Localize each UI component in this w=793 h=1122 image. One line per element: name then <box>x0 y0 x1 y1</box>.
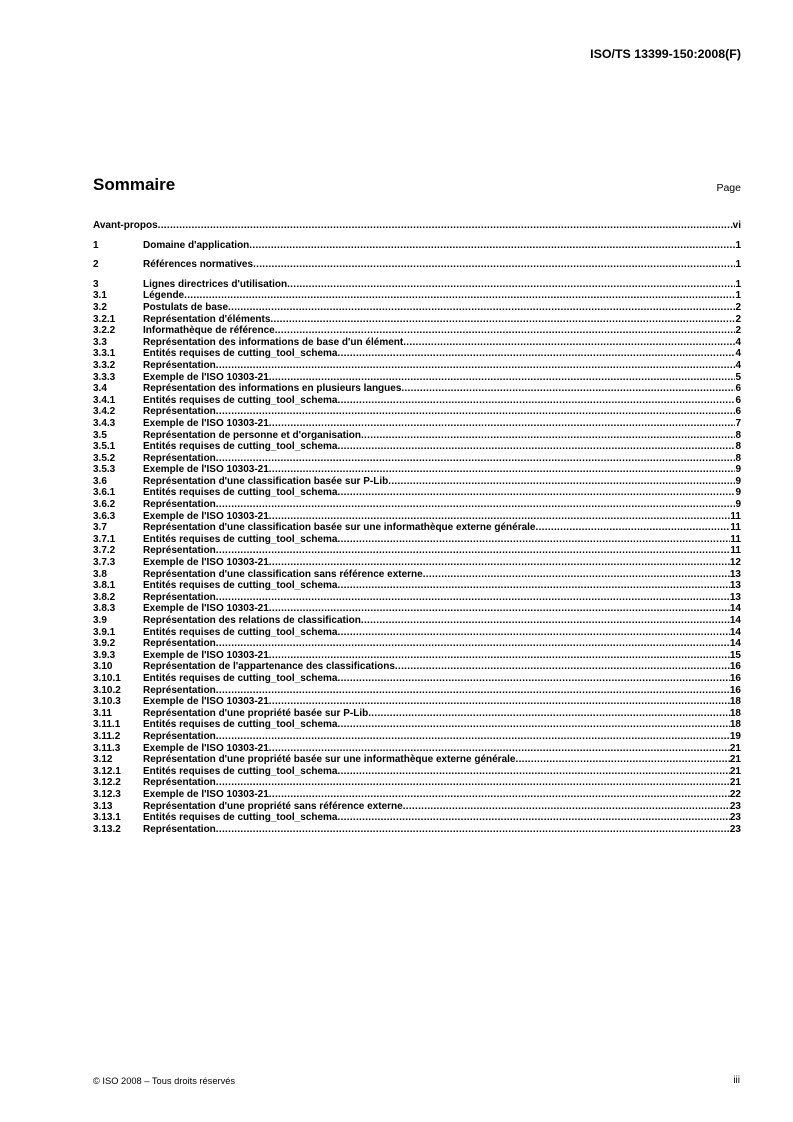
toc-entry-title: Entités requises de cutting_tool_schema <box>143 672 338 684</box>
toc-entry-page: 6 <box>735 406 741 418</box>
toc-entry-leader <box>216 777 730 789</box>
toc-entry[interactable] <box>93 240 741 252</box>
toc-entry-title: Exemple de l'ISO 10303-21 <box>143 788 269 800</box>
toc-entry-page: 4 <box>735 359 741 371</box>
toc-entry-title: Informathèque de référence <box>143 325 275 337</box>
toc-entry-title: Exemple de l'ISO 10303-21 <box>143 742 269 754</box>
toc-entry-leader <box>338 395 736 407</box>
footer-copyright: © ISO 2008 – Tous droits réservés <box>93 1076 236 1086</box>
toc-entry[interactable] <box>93 383 741 395</box>
toc-entry-number: 3.9.3 <box>93 649 116 661</box>
toc-entry-title: Références normatives <box>143 259 254 271</box>
toc-entry-leader <box>216 499 736 511</box>
toc-entry-leader <box>216 360 736 372</box>
toc-entry-page: 14 <box>729 638 741 650</box>
toc-entry-leader <box>216 545 731 557</box>
toc-entry-page: 9 <box>735 499 741 511</box>
toc-entry-leader <box>423 569 730 581</box>
toc-entry-leader <box>253 259 735 271</box>
toc-entry[interactable] <box>93 441 741 453</box>
toc-entry-number: 3.3.2 <box>93 359 116 371</box>
toc-entry-number: 3.3.3 <box>93 371 116 383</box>
toc-entry-title: Représentation d'une classification sans référence externe <box>143 568 423 580</box>
toc-entry-title: Représentation de l'appartenance des classifications <box>143 661 395 673</box>
toc-entry-title: Représentation <box>143 823 216 835</box>
toc-entry-title: Postulats de base <box>143 301 229 313</box>
toc-entry-page: 9 <box>735 487 741 499</box>
toc-entry-title: Exemple de l'ISO 10303-21 <box>143 510 269 522</box>
toc-entry-title: Représentation d'une propriété sans référence externe <box>143 800 403 812</box>
toc-entry-number: 3.12.3 <box>93 788 121 800</box>
toc-entry-number: 3.8.1 <box>93 580 116 592</box>
toc-entry-leader <box>269 743 730 755</box>
toc-entry-number: 3.2 <box>93 301 107 313</box>
toc-entry[interactable] <box>93 812 741 824</box>
toc-entry-title: Représentation <box>143 452 216 464</box>
toc-entry[interactable] <box>93 673 741 685</box>
toc-entry-number: 3.10 <box>93 661 113 673</box>
toc-entry-title: Exemple de l'ISO 10303-21 <box>143 464 269 476</box>
toc-entry-leader <box>184 290 735 302</box>
toc-entry[interactable] <box>93 545 741 557</box>
toc-entry-number: 3.4.2 <box>93 406 116 418</box>
toc-entry-page: 18 <box>729 707 741 719</box>
toc-entry[interactable] <box>93 499 741 511</box>
toc-entry[interactable] <box>93 696 741 708</box>
toc-entry[interactable] <box>93 569 741 581</box>
toc-entry-number: 3.9.2 <box>93 638 116 650</box>
toc-entry-leader <box>216 638 730 650</box>
toc-entry-number: 3.13.2 <box>93 823 121 835</box>
toc-entry-title: Exemple de l'ISO 10303-21 <box>143 371 269 383</box>
footer-page-number: iii <box>733 1075 740 1086</box>
toc-entry-leader <box>269 418 736 430</box>
toc-entry-page: 23 <box>729 812 741 824</box>
toc-entry-number: 3.7.3 <box>93 557 116 569</box>
toc-entry[interactable] <box>93 290 741 302</box>
toc-entry-leader <box>536 522 731 534</box>
toc-entry-number: 3 <box>93 278 99 290</box>
toc-entry-title: Représentation <box>143 359 216 371</box>
toc-entry[interactable] <box>93 824 741 836</box>
toc-entry-leader <box>269 650 730 662</box>
toc-entry-title: Représentation des informations en plusieurs langues <box>143 383 402 395</box>
toc-entry-page: 21 <box>729 777 741 789</box>
toc-entry[interactable] <box>93 487 741 499</box>
toc-entry[interactable] <box>93 534 741 546</box>
toc-entry[interactable] <box>93 395 741 407</box>
toc-entry[interactable] <box>93 259 741 271</box>
toc-entry-page: 16 <box>729 661 741 673</box>
toc-entry-leader <box>338 487 736 499</box>
toc-entry-number: 3.2.2 <box>93 325 116 337</box>
toc-entry-number: 3.9.1 <box>93 626 116 638</box>
toc-entry-page: 5 <box>735 371 741 383</box>
document-id: ISO/TS 13399-150:2008(F) <box>590 47 741 61</box>
toc-entry-page: 22 <box>729 788 741 800</box>
toc-entry[interactable] <box>93 754 741 766</box>
toc-entry-number: 3.11 <box>93 707 112 719</box>
toc-entry[interactable] <box>93 348 741 360</box>
toc-entry-page: 4 <box>735 348 741 360</box>
toc-entry-page: 9 <box>735 475 741 487</box>
toc-entry-leader <box>338 719 730 731</box>
toc-entry-page: 19 <box>729 730 741 742</box>
toc-entry-number: 3.13.1 <box>93 812 121 824</box>
toc-entry-page: 21 <box>729 742 741 754</box>
toc-entry-leader <box>269 557 730 569</box>
toc-entry-leader <box>216 406 736 418</box>
toc-entry-leader <box>338 673 730 685</box>
toc-entry-title: Représentation <box>143 499 216 511</box>
toc-entry-number: 3.8.3 <box>93 603 116 615</box>
toc-entry-leader <box>368 708 730 720</box>
toc-entry-leader <box>403 337 735 349</box>
toc-entry-number: 3.7.1 <box>93 533 116 545</box>
toc-entry-title: Exemple de l'ISO 10303-21 <box>143 649 269 661</box>
toc-entry-title: Entités requises de cutting_tool_schema <box>143 626 338 638</box>
toc-entry-leader <box>338 766 730 778</box>
toc-entry-number: 3.5.1 <box>93 441 116 453</box>
toc-entry-title: Lignes directrices d'utilisation <box>143 278 288 290</box>
toc-entry[interactable] <box>93 430 741 442</box>
toc-entry[interactable] <box>93 557 741 569</box>
toc-entry-leader <box>216 685 730 697</box>
toc-entry-leader <box>269 696 730 708</box>
toc-entry-number: 3.12.2 <box>93 777 121 789</box>
toc-entry-leader <box>287 279 735 291</box>
toc-entry-leader <box>269 464 736 476</box>
toc-entry-title: Représentation <box>143 638 216 650</box>
toc-entry[interactable] <box>93 360 741 372</box>
toc-entry-page: 12 <box>729 557 741 569</box>
toc-entry-page: 9 <box>735 464 741 476</box>
toc-entry-page: vi <box>732 220 741 231</box>
toc-entry-number: 3.5.3 <box>93 464 116 476</box>
toc-entry-title: Représentation des relations de classification <box>143 615 361 626</box>
toc-entry-number: 3.5 <box>93 429 107 441</box>
toc-entry-title: Entités requises de cutting_tool_schema <box>143 394 338 406</box>
toc-entry[interactable] <box>93 766 741 778</box>
toc-entry-page: 6 <box>735 383 741 395</box>
toc-entry[interactable] <box>93 464 741 476</box>
toc-entry-title: Représentation <box>143 406 216 418</box>
toc-entry-page: 18 <box>729 719 741 731</box>
toc-entry-leader <box>275 325 736 337</box>
toc-entry-title: Entités requises de cutting_tool_schema <box>143 533 338 545</box>
toc-entry-leader <box>338 348 736 360</box>
toc-entry-number: 3.7 <box>93 522 107 534</box>
toc-entry-leader <box>515 754 729 766</box>
toc-entry-title: Exemple de l'ISO 10303-21 <box>143 603 269 615</box>
toc-entry[interactable] <box>93 580 741 592</box>
toc-entry-title: Représentation <box>143 730 216 742</box>
toc-entry-leader <box>338 627 730 639</box>
toc-entry-page: 11 <box>730 533 741 545</box>
toc-entry-number: 3.3.1 <box>93 348 116 360</box>
toc-entry-leader <box>216 592 730 604</box>
toc-entry-page: 11 <box>730 522 741 534</box>
toc-entry-leader <box>395 661 730 673</box>
toc-entry-title: Exemple de l'ISO 10303-21 <box>143 557 269 569</box>
toc-entry[interactable] <box>93 627 741 639</box>
toc-entry-page: 2 <box>735 301 741 313</box>
toc-entry-number: 3.13 <box>93 800 113 812</box>
toc-entry[interactable] <box>93 406 741 418</box>
toc-entry-page: 1 <box>735 290 741 302</box>
toc-entry-number: 3.8.2 <box>93 591 116 603</box>
toc-entry-page: 14 <box>729 603 741 615</box>
toc-entry[interactable] <box>93 650 741 662</box>
toc-entry-number: 3.6.2 <box>93 499 116 511</box>
toc-entry-page: 13 <box>729 591 741 603</box>
toc-entry-number: 3.4 <box>93 383 107 395</box>
toc-entry-page: 8 <box>735 441 741 453</box>
toc-entry[interactable] <box>93 731 741 743</box>
page-column-label: Page <box>716 182 741 194</box>
toc-entry-number: 3.6 <box>93 475 107 487</box>
toc-entry-leader <box>216 453 736 465</box>
toc-entry[interactable] <box>93 789 741 801</box>
toc-entry-number: 3.10.3 <box>93 696 121 708</box>
toc-entry[interactable] <box>93 708 741 720</box>
toc-entry[interactable] <box>93 302 741 314</box>
toc-entry-title: Domaine d'application <box>143 239 250 251</box>
toc-entry-number: 3.6.3 <box>93 510 116 522</box>
toc-entry-leader <box>388 476 735 488</box>
toc-entry-leader <box>338 812 730 824</box>
toc-entry-number: 3.11.1 <box>93 719 121 731</box>
toc-entry-number: 1 <box>93 239 99 251</box>
toc-entry-title: Entités requises de cutting_tool_schema <box>143 348 338 360</box>
toc-entry-leader <box>338 580 730 592</box>
toc-entry-page: 21 <box>729 765 741 777</box>
toc-entry-leader <box>361 615 730 627</box>
toc-entry-page: 2 <box>735 325 741 337</box>
toc-entry-title: Représentation d'une classification basée sur P-Lib <box>143 475 389 487</box>
toc-entry[interactable] <box>93 615 741 627</box>
toc-entry-number: 2 <box>93 259 99 271</box>
toc-entry-leader <box>361 430 735 442</box>
toc-entry-page: 11 <box>730 545 741 557</box>
toc-entry[interactable] <box>93 279 741 291</box>
toc-entry-title: Représentation des informations de base d'un élément <box>143 336 404 348</box>
toc-entry-page: 21 <box>729 754 741 766</box>
toc-entry-page: 6 <box>735 394 741 406</box>
toc-entry-page: 18 <box>729 696 741 708</box>
toc-entry-number: 3.11.2 <box>93 730 121 742</box>
toc-entry-number: 3.10.2 <box>93 684 121 696</box>
table-of-contents <box>93 220 741 835</box>
toc-entry-page: 4 <box>735 336 741 348</box>
toc-entry-number: 3.8 <box>93 568 107 580</box>
toc-entry-leader <box>403 801 730 813</box>
toc-entry-number: 3.12.1 <box>93 765 121 777</box>
toc-entry-page: 23 <box>729 823 741 835</box>
toc-entry-title: Représentation d'éléments <box>143 313 271 325</box>
toc-entry-leader <box>270 314 735 326</box>
toc-entry-page: 1 <box>735 278 741 290</box>
toc-entry-page: 11 <box>730 510 741 522</box>
toc-entry[interactable] <box>93 453 741 465</box>
toc-entry-page: 2 <box>735 313 741 325</box>
toc-entry-page: 8 <box>735 429 741 441</box>
toc-entry[interactable] <box>93 661 741 673</box>
toc-entry[interactable] <box>93 220 741 232</box>
toc-entry-title: Représentation de personne et d'organisation <box>143 429 361 441</box>
toc-entry[interactable] <box>93 418 741 430</box>
toc-entry-leader <box>158 220 733 232</box>
toc-entry-number: 3.4.3 <box>93 417 116 429</box>
toc-entry-title: Entités requises de cutting_tool_schema <box>143 580 338 592</box>
toc-entry[interactable] <box>93 325 741 337</box>
toc-entry-number: 3.3 <box>93 336 107 348</box>
toc-entry-page: 13 <box>729 568 741 580</box>
toc-entry-number: 3.6.1 <box>93 487 116 499</box>
toc-entry-title: Entités requises de cutting_tool_schema <box>143 812 338 824</box>
toc-entry[interactable] <box>93 638 741 650</box>
toc-entry-page: 23 <box>729 800 741 812</box>
toc-entry-leader <box>269 511 731 523</box>
toc-entry-title: Représentation <box>143 591 216 603</box>
toc-entry-title: Entités requises de cutting_tool_schema <box>143 487 338 499</box>
toc-entry-leader <box>249 240 735 252</box>
toc-entry-title: Avant-propos <box>93 220 158 231</box>
toc-entry-title: Exemple de l'ISO 10303-21 <box>143 417 269 429</box>
toc-entry-leader <box>401 383 735 395</box>
toc-entry-leader <box>338 534 731 546</box>
toc-entry[interactable] <box>93 777 741 789</box>
toc-entry[interactable] <box>93 801 741 813</box>
toc-entry-title: Représentation <box>143 684 216 696</box>
toc-entry-page: 1 <box>735 259 741 271</box>
toc-entry-page: 1 <box>735 239 741 251</box>
toc-entry-page: 8 <box>735 452 741 464</box>
toc-entry-number: 3.12 <box>93 754 113 766</box>
toc-entry-title: Représentation d'une propriété basée sur P-Lib <box>143 707 369 719</box>
toc-entry-number: 3.10.1 <box>93 672 121 684</box>
toc-entry-leader <box>269 372 736 384</box>
toc-entry-title: Entités requises de cutting_tool_schema <box>143 441 338 453</box>
toc-entry-number: 3.7.2 <box>93 545 116 557</box>
toc-entry-title: Représentation <box>143 777 216 789</box>
toc-entry-title: Représentation d'une classification basée sur une informathèque externe générale <box>143 522 536 534</box>
toc-entry-leader <box>338 441 736 453</box>
toc-entry[interactable] <box>93 685 741 697</box>
toc-entry[interactable] <box>93 522 741 534</box>
toc-entry-page: 16 <box>729 684 741 696</box>
toc-entry[interactable] <box>93 314 741 326</box>
toc-title: Sommaire <box>93 175 176 194</box>
toc-entry-page: 15 <box>729 649 741 661</box>
toc-entry-number: 3.11.3 <box>93 742 121 754</box>
toc-entry[interactable] <box>93 603 741 615</box>
toc-entry-page: 13 <box>729 580 741 592</box>
toc-entry[interactable] <box>93 719 741 731</box>
toc-entry-leader <box>269 603 730 615</box>
toc-entry-number: 3.5.2 <box>93 452 116 464</box>
toc-entry-title: Entités requises de cutting_tool_schema <box>143 719 338 731</box>
toc-entry[interactable] <box>93 337 741 349</box>
toc-entry-title: Exemple de l'ISO 10303-21 <box>143 696 269 708</box>
toc-entry-page: 16 <box>729 672 741 684</box>
toc-entry[interactable] <box>93 592 741 604</box>
toc-entry-page: 14 <box>729 615 741 626</box>
toc-entry-number: 3.4.1 <box>93 394 116 406</box>
toc-entry[interactable] <box>93 743 741 755</box>
toc-entry-leader <box>228 302 735 314</box>
toc-entry-leader <box>216 731 730 743</box>
toc-entry-page: 7 <box>735 417 741 429</box>
toc-entry[interactable] <box>93 511 741 523</box>
toc-entry-leader <box>269 789 730 801</box>
toc-entry-title: Représentation d'une propriété basée sur une informathèque externe générale <box>143 754 516 766</box>
toc-entry[interactable] <box>93 476 741 488</box>
toc-entry-number: 3.1 <box>93 290 107 302</box>
toc-entry-title: Légende <box>143 290 185 302</box>
toc-entry-number: 3.2.1 <box>93 313 116 325</box>
toc-entry-number: 3.9 <box>93 615 107 626</box>
toc-entry-page: 14 <box>729 626 741 638</box>
toc-entry-leader <box>216 824 730 836</box>
toc-entry-title: Entités requises de cutting_tool_schema <box>143 765 338 777</box>
toc-entry-title: Représentation <box>143 545 216 557</box>
toc-entry[interactable] <box>93 372 741 384</box>
